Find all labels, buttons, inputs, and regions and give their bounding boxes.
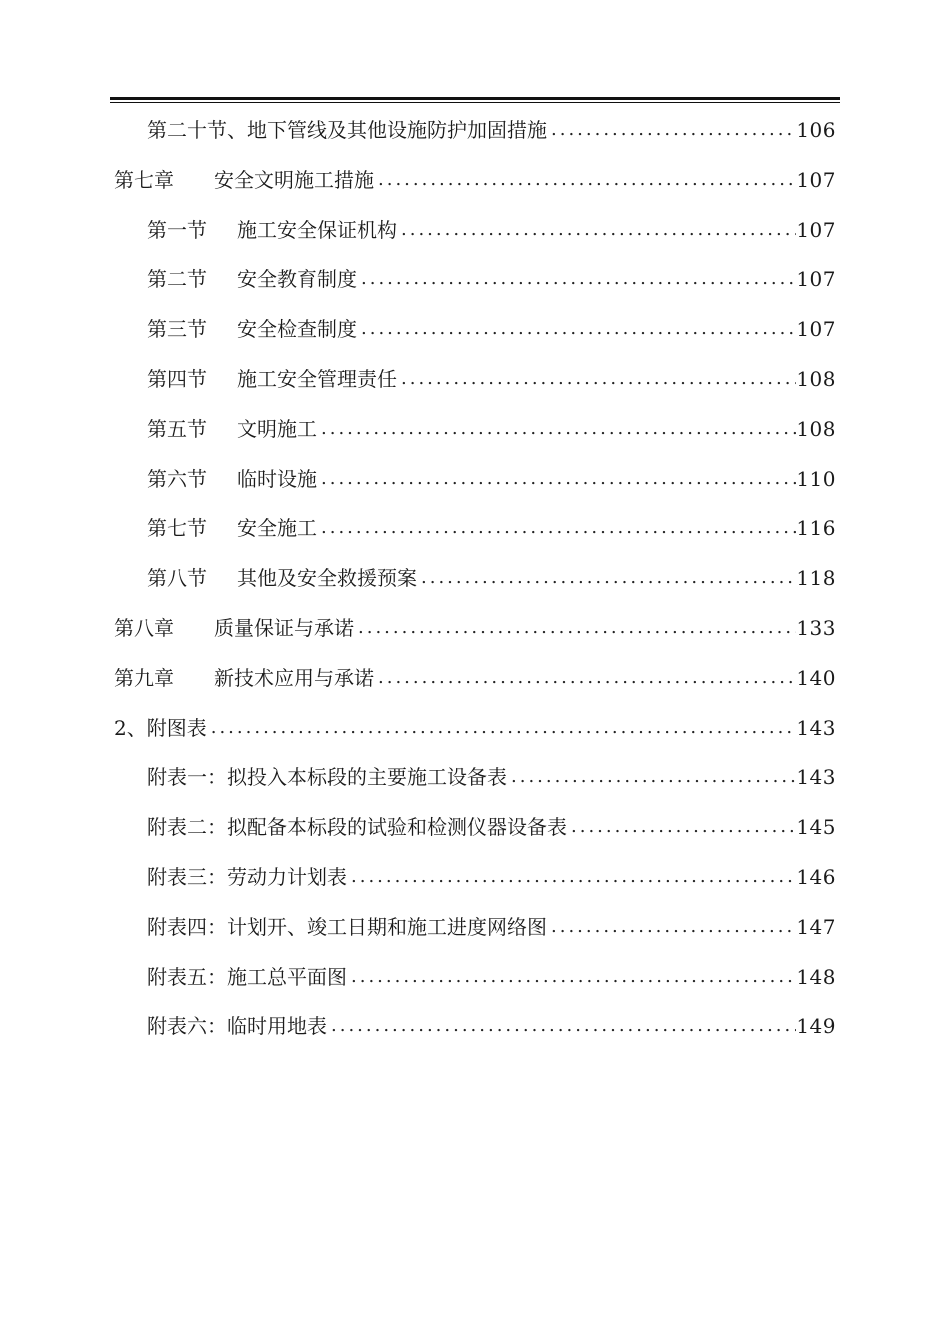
toc-page-number: 107: [796, 267, 836, 292]
toc-dot-leader: [374, 155, 796, 205]
toc-entry-label: [147, 304, 357, 354]
toc-entry[interactable]: [147, 304, 836, 354]
toc-entry-title: 附表六：临时用地表: [147, 1014, 327, 1039]
toc-dot-leader: [397, 205, 796, 255]
toc-page-number: 107: [796, 217, 836, 242]
toc-entry[interactable]: [147, 105, 836, 155]
toc-dot-leader: [317, 404, 796, 454]
toc-dot-leader: [327, 1001, 796, 1051]
toc-entry[interactable]: [147, 752, 836, 802]
toc-entry[interactable]: [147, 254, 836, 304]
header-rule-thin-line: [110, 102, 840, 103]
toc-page-number: 149: [796, 1014, 836, 1039]
toc-entry-label: [147, 254, 357, 304]
toc-entry-label: [147, 454, 317, 504]
toc-entry-label: [147, 902, 547, 952]
toc-entry-title: 附表二：拟配备本标段的试验和检测仪器设备表: [147, 815, 567, 840]
toc-entry-label: [147, 802, 567, 852]
toc-entry[interactable]: [147, 1001, 836, 1051]
toc-page-number: 106: [796, 118, 836, 142]
toc-section-number: 第五节: [147, 416, 207, 441]
toc-entry-label: [147, 105, 547, 155]
toc-entry-label: [147, 354, 397, 404]
toc-page-number: 143: [796, 715, 836, 740]
toc-entry[interactable]: [147, 553, 836, 603]
toc-entry[interactable]: [147, 404, 836, 454]
toc-page-number: 108: [796, 416, 836, 441]
toc-entry-title: 安全文明施工措施: [214, 167, 374, 192]
toc-page-number: 107: [796, 317, 836, 342]
toc-entry-label: [147, 205, 397, 255]
toc-entry-title: 附表一：拟投入本标段的主要施工设备表: [147, 765, 507, 790]
toc-entry-label: [147, 852, 347, 902]
toc-dot-leader: [347, 952, 796, 1002]
toc-entry[interactable]: [147, 802, 836, 852]
toc-entry-label: [114, 603, 354, 653]
toc-section-number: 第八节: [147, 566, 207, 591]
toc-entry-title: 施工安全保证机构: [237, 217, 397, 242]
header-rule-thick-line: [110, 97, 840, 100]
toc-chapter-number: 第八章: [114, 616, 174, 640]
toc-entry-label: [147, 1001, 327, 1051]
toc-page-number: 148: [796, 964, 836, 989]
toc-page-number: 107: [796, 167, 836, 192]
toc-dot-leader: [397, 354, 796, 404]
toc-dot-leader: [357, 254, 796, 304]
toc-entry-title: 其他及安全救援预案: [237, 566, 417, 591]
toc-entry-title: 第二十节、地下管线及其他设施防护加固措施: [147, 118, 547, 142]
toc-entry[interactable]: [147, 454, 836, 504]
toc-entry-title: 安全教育制度: [237, 267, 357, 292]
toc-dot-leader: [417, 553, 796, 603]
toc-section-number: 第六节: [147, 466, 207, 491]
toc-entry-label: [147, 952, 347, 1002]
toc-entry-title: 新技术应用与承诺: [214, 665, 374, 690]
toc-dot-leader: [207, 703, 797, 753]
toc-entry[interactable]: [114, 653, 836, 703]
toc-page-number: 147: [796, 914, 836, 939]
toc-entry-title: 附表三：劳动力计划表: [147, 865, 347, 889]
toc-entry[interactable]: [147, 205, 836, 255]
toc-entry-title: 施工安全管理责任: [237, 367, 397, 391]
toc-entry-title: 安全施工: [237, 516, 317, 541]
toc-page-number: 118: [796, 566, 836, 591]
toc-entry-label: [114, 155, 374, 205]
toc-entry[interactable]: [147, 902, 836, 952]
toc-section-number: 第三节: [147, 317, 207, 342]
toc-entry-label: [114, 653, 374, 703]
toc-entry[interactable]: [114, 703, 836, 753]
toc-dot-leader: [354, 603, 796, 653]
toc-entry-label: [147, 404, 317, 454]
toc-entry-title: 附表四：计划开、竣工日期和施工进度网络图: [147, 914, 547, 939]
toc-entry[interactable]: [147, 952, 836, 1002]
toc-entry-title: 质量保证与承诺: [214, 616, 354, 640]
toc-entry-title: 文明施工: [237, 416, 317, 441]
toc-page-number: 116: [796, 516, 836, 541]
toc-dot-leader: [347, 852, 796, 902]
toc-entry[interactable]: [147, 354, 836, 404]
toc-dot-leader: [547, 105, 796, 155]
toc-entry-title: 2、附图表: [114, 715, 207, 740]
toc-page-number: 143: [796, 765, 836, 790]
toc-chapter-number: 第七章: [114, 167, 174, 192]
toc-entry[interactable]: [114, 603, 836, 653]
toc-entry[interactable]: [147, 852, 836, 902]
toc-entry[interactable]: [147, 503, 836, 553]
toc-page-number: 146: [796, 865, 836, 889]
toc-dot-leader: [357, 304, 796, 354]
toc-page-number: 110: [796, 466, 836, 491]
toc-dot-leader: [567, 802, 796, 852]
toc-section-number: 第二节: [147, 267, 207, 292]
toc-entry-label: [147, 752, 507, 802]
toc-entry-label: [114, 703, 207, 753]
toc-dot-leader: [507, 752, 796, 802]
toc-page-number: 140: [796, 665, 836, 690]
toc-dot-leader: [317, 503, 796, 553]
toc-entry[interactable]: [114, 155, 836, 205]
toc-dot-leader: [374, 653, 796, 703]
toc-section-number: 第七节: [147, 516, 207, 541]
toc-entry-title: 安全检查制度: [237, 317, 357, 342]
toc-entry-title: 附表五：施工总平面图: [147, 964, 347, 989]
toc-page-number: 108: [796, 367, 836, 391]
toc-dot-leader: [317, 454, 796, 504]
toc-dot-leader: [547, 902, 796, 952]
toc-entry-label: [147, 553, 417, 603]
toc-chapter-number: 第九章: [114, 665, 174, 690]
toc-entry-title: 临时设施: [237, 466, 317, 491]
toc-section-number: 第一节: [147, 217, 207, 242]
toc-entry-label: [147, 503, 317, 553]
toc-page-number: 133: [796, 616, 836, 640]
toc-page-number: 145: [796, 815, 836, 840]
toc-section-number: 第四节: [147, 367, 207, 391]
header-rule: [110, 97, 840, 103]
